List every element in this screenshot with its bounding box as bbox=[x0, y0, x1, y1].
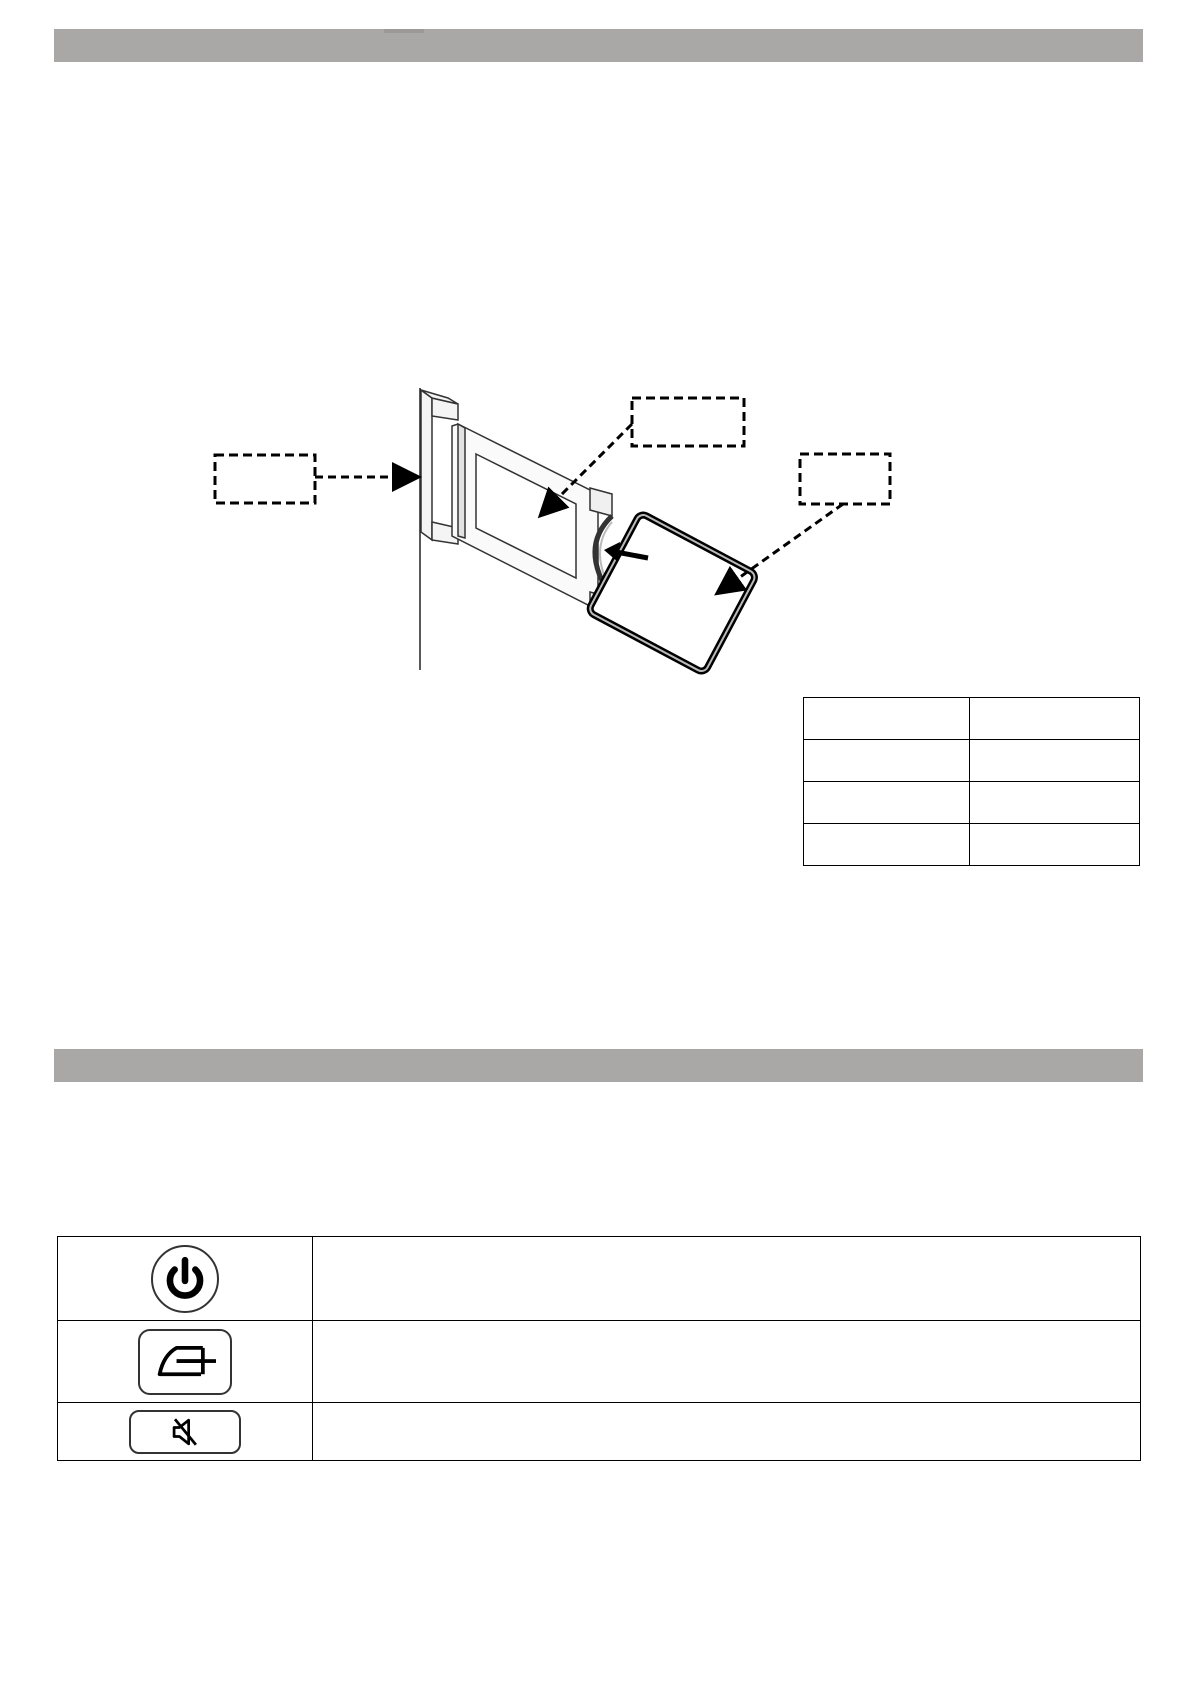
ci-module bbox=[452, 424, 612, 608]
table-row bbox=[804, 698, 1140, 740]
power-icon bbox=[151, 1245, 219, 1313]
table-row bbox=[804, 740, 1140, 782]
smart-card bbox=[588, 513, 757, 674]
table-cell bbox=[970, 740, 1140, 782]
table-cell bbox=[804, 782, 970, 824]
table-row bbox=[58, 1321, 1141, 1403]
table-row bbox=[804, 824, 1140, 866]
callout-box bbox=[800, 454, 890, 504]
callout-box bbox=[215, 455, 315, 503]
table-cell bbox=[804, 698, 970, 740]
callout-box bbox=[632, 398, 744, 446]
section-header-bar bbox=[54, 1049, 1143, 1082]
icon-cell bbox=[58, 1321, 313, 1403]
icon-cell bbox=[58, 1403, 313, 1461]
button-description bbox=[313, 1321, 1141, 1403]
ci-module-diagram bbox=[0, 0, 1191, 700]
table-cell bbox=[970, 824, 1140, 866]
button-description bbox=[313, 1403, 1141, 1461]
table-cell bbox=[970, 698, 1140, 740]
table-row bbox=[58, 1403, 1141, 1461]
source-input-icon bbox=[138, 1329, 232, 1395]
table-row bbox=[58, 1237, 1141, 1321]
button-function-table bbox=[57, 1236, 1141, 1461]
button-description bbox=[313, 1237, 1141, 1321]
table-cell bbox=[804, 740, 970, 782]
table-cell bbox=[804, 824, 970, 866]
icon-cell bbox=[58, 1237, 313, 1321]
mute-icon bbox=[129, 1410, 241, 1454]
table-cell bbox=[970, 782, 1140, 824]
info-table bbox=[803, 697, 1140, 866]
table-row bbox=[804, 782, 1140, 824]
